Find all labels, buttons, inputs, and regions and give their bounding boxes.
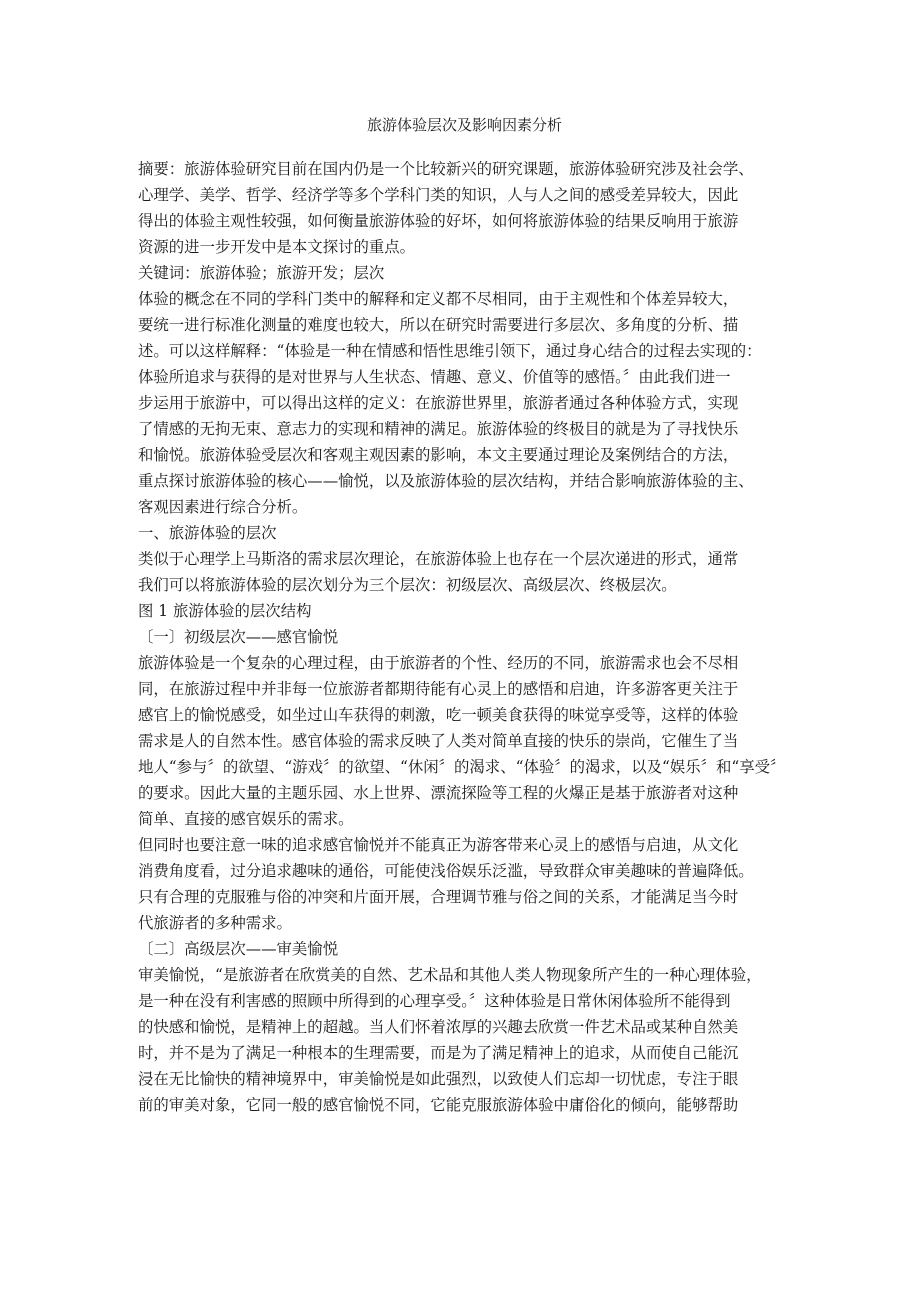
text-line: 简单、直接的感官娱乐的需求。 [138, 810, 354, 828]
intro-paragraph [138, 286, 788, 520]
text-line: 关键词：旅游体验；旅游开发；层次 [138, 264, 385, 282]
text-line: 体验所追求与获得的是对世界与人生状态、情趣、意义、价值等的感悟。〞由此我们进一 [138, 368, 731, 386]
text-line: 一、旅游体验的层次 [138, 524, 277, 542]
text-line: 代旅游者的多种需求。 [138, 914, 292, 932]
subsection-heading-1 [138, 624, 788, 650]
sensory-paragraph-2 [138, 832, 788, 936]
sensory-paragraph-1 [138, 650, 788, 832]
text-line: 的要求。因此大量的主题乐园、水上世界、漂流探险等工程的火爆正是基于旅游者对这种 [138, 784, 739, 802]
subsection-heading-2 [138, 936, 788, 962]
figure-caption [138, 598, 788, 624]
text-line: 是一种在没有利害感的照顾中所得到的心理享受。〞这种体验是日常休闲体验所不能得到 [138, 992, 731, 1010]
aesthetic-paragraph [138, 962, 788, 1118]
section-1-paragraph [138, 546, 788, 598]
text-line: 得出的体验主观性较强，如何衡量旅游体验的好坏，如何将旅游体验的结果反响用于旅游 [138, 212, 739, 230]
text-line: 图 1 旅游体验的层次结构 [138, 602, 312, 620]
document-title: 旅游体验层次及影响因素分析 [366, 116, 562, 134]
text-line: 资源的进一步开发中是本文探讨的重点。 [138, 238, 416, 256]
text-line: 〔一〕初级层次——感官愉悦 [138, 628, 339, 646]
text-line: 感官上的愉悦感受，如坐过山车获得的刺激，吃一顿美食获得的味觉享受等，这样的体验 [138, 706, 739, 724]
text-line: 要统一进行标准化测量的难度也较大，所以在研究时需要进行多层次、多角度的分析、描 [138, 316, 739, 334]
text-line: 的快感和愉悦，是精神上的超越。当人们怀着浓厚的兴趣去欣赏一件艺术品或某种自然美 [138, 1018, 739, 1036]
text-line: 旅游体验是一个复杂的心理过程，由于旅游者的个性、经历的不同，旅游需求也会不尽相 [138, 654, 739, 672]
text-line: 体验的概念在不同的学科门类中的解释和定义都不尽相同，由于主观性和个体差异较大， [138, 290, 739, 308]
text-line: 地人“参与〞的欲望、“游戏〞的欲望、“休闲〞的渴求、“体验〞的渴求，以及“娱乐〞和“享受〞 [138, 758, 786, 776]
text-line: 审美愉悦，“是旅游者在欣赏美的自然、艺术品和其他人类人物现象所产生的一种心理体验， [138, 966, 762, 984]
abstract-paragraph [138, 156, 788, 260]
text-line: 需求是人的自然本性。感官体验的需求反映了人类对简单直接的快乐的崇尚，它催生了当 [138, 732, 739, 750]
document-page [138, 112, 788, 1118]
text-line: 我们可以将旅游体验的层次划分为三个层次：初级层次、高级层次、终极层次。 [138, 576, 677, 594]
text-line: 时，并不是为了满足一种根本的生理需要，而是为了满足精神上的追求，从而使自己能沉 [138, 1044, 739, 1062]
text-line: 类似于心理学上马斯洛的需求层次理论，在旅游体验上也存在一个层次递进的形式，通常 [138, 550, 739, 568]
keywords-line [138, 260, 788, 286]
text-line: 和愉悦。旅游体验受层次和客观主观因素的影响，本文主要通过理论及案例结合的方法， [138, 446, 739, 464]
text-line: 心理学、美学、哲学、经济学等多个学科门类的知识，人与人之间的感受差异较大，因此 [138, 186, 739, 204]
text-line: 了情感的无拘无束、意志力的实现和精神的满足。旅游体验的终极目的就是为了寻找快乐 [138, 420, 739, 438]
document-body [138, 156, 788, 1118]
text-line: 但同时也要注意一味的追求感官愉悦并不能真正为游客带来心灵上的感悟与启迪，从文化 [138, 836, 739, 854]
section-heading-1 [138, 520, 788, 546]
text-line: 述。可以这样解释：“体验是一种在情感和悟性思维引领下，通过身心结合的过程去实现的： [138, 342, 762, 360]
text-line: 消费角度看，过分追求趣味的通俗，可能使浅俗娱乐泛滥，导致群众审美趣味的普遍降低。 [138, 862, 754, 880]
text-line: 浸在无比愉快的精神境界中，审美愉悦是如此强烈，以致使人们忘却一切忧虑，专注于眼 [138, 1070, 739, 1088]
text-line: 摘要：旅游体验研究目前在国内仍是一个比较新兴的研究课题，旅游体验研究涉及社会学、 [138, 160, 754, 178]
text-line: 重点探讨旅游体验的核心——愉悦，以及旅游体验的层次结构，并结合影响旅游体验的主、 [138, 472, 754, 490]
text-line: 前的审美对象，它同一般的感官愉悦不同，它能克服旅游体验中庸俗化的倾向，能够帮助 [138, 1096, 739, 1114]
text-line: 步运用于旅游中，可以得出这样的定义：在旅游世界里，旅游者通过各种体验方式，实现 [138, 394, 739, 412]
text-line: 同，在旅游过程中并非每一位旅游者都期待能有心灵上的感悟和启迪，许多游客更关注于 [138, 680, 739, 698]
text-line: 〔二〕高级层次——审美愉悦 [138, 940, 339, 958]
text-line: 客观因素进行综合分析。 [138, 498, 308, 516]
text-line: 只有合理的克服雅与俗的冲突和片面开展，合理调节雅与俗之间的关系，才能满足当今时 [138, 888, 739, 906]
